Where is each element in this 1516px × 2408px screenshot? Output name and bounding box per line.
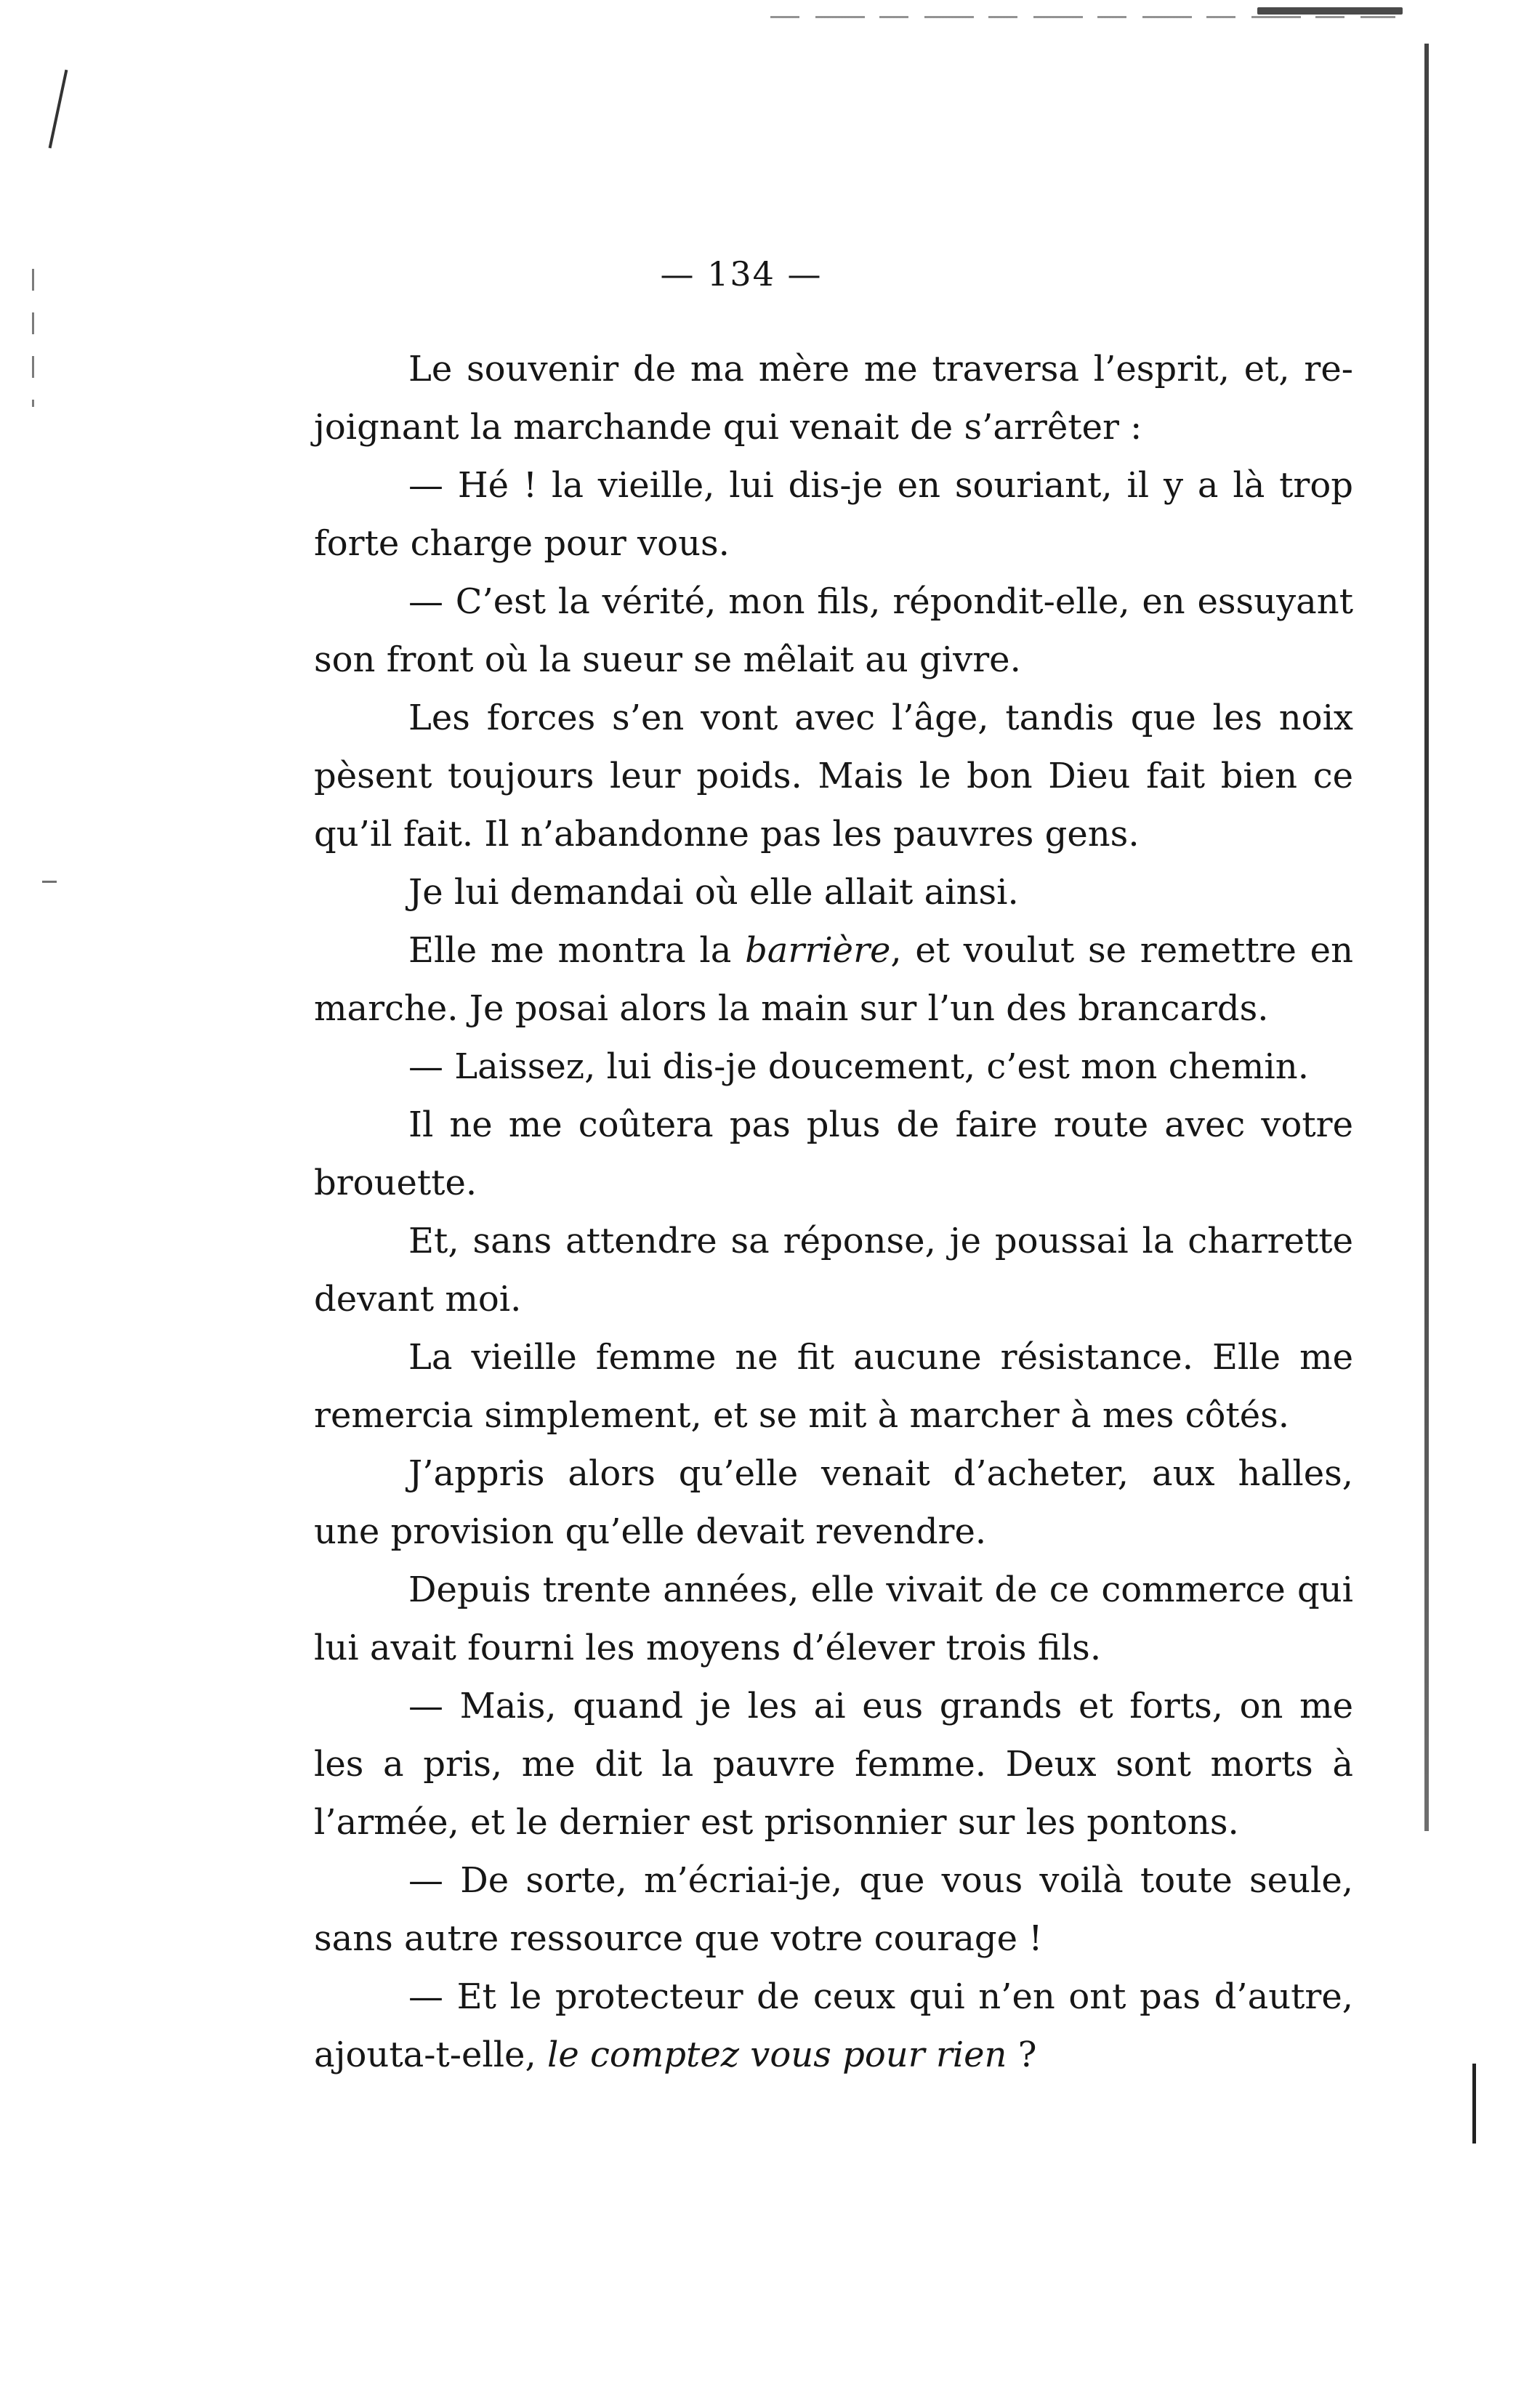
paragraph: — Mais, quand je les ai eus grands et forts, on me les a pris, me dit la pauvre femme. Deux sont morts à l’armée, et le dernier est prisonnier sur les pontons. [314, 1686, 1353, 1843]
body-text [314, 340, 1353, 2084]
paragraph: — C’est la vérité, mon fils, répondit-elle, en essuyant son front où la sueur se mêlait au givre. [314, 581, 1353, 680]
italic-phrase: le comptez vous pour rien [547, 2035, 1007, 2075]
paragraph [314, 921, 1353, 1038]
paragraph: — Hé ! la vieille, lui dis-je en souriant, il y a là trop forte charge pour vous. [314, 465, 1353, 564]
paragraph: Il ne me coûtera pas plus de faire route avec votre brouette. [314, 1104, 1353, 1203]
paragraph: Les forces s’en vont avec l’âge, tandis que les noix pèsent toujours leur poids. Mais le bon Dieu fait bien ce qu’il fait. Il n’abandonne pas les pauvres gens. [314, 698, 1353, 854]
paragraph: J’appris alors qu’elle venait d’acheter, aux halles, une provision qu’elle devait revendre. [314, 1453, 1353, 1552]
page-number: — 134 — [660, 254, 823, 294]
paragraph: Et, sans attendre sa réponse, je poussai la charrette devant moi. [314, 1221, 1353, 1320]
paragraph-text: — Et le protecteur de ceux qui n’en ont pas d’autre, ajouta-t-elle, [314, 1976, 1353, 2075]
paragraph: — De sorte, m’écriai-je, que vous voilà toute seule, sans autre ressource que votre courage ! [314, 1860, 1353, 1959]
paragraph-text: ? [1007, 2035, 1037, 2075]
paragraph: Le souvenir de ma mère me traversa l’esprit, et, re- joignant la marchande qui venait de s’arrêter : [314, 349, 1353, 448]
paragraph: Depuis trente années, elle vivait de ce commerce qui lui avait fourni les moyens d’élever trois fils. [314, 1569, 1353, 1668]
paragraph-text: , et voulut se remettre en marche. Je posai alors la main sur l’un des brancards. [314, 930, 1353, 1029]
scan-artifact-left-dash [42, 881, 57, 883]
paragraph: La vieille femme ne fit aucune résistance. Elle me remercia simplement, et se mit à marcher à mes côtés. [314, 1337, 1353, 1436]
scan-artifact-left-ticks [32, 269, 34, 407]
scan-artifact-right-edge [1424, 44, 1429, 1831]
scan-artifact-top-rule [770, 16, 1395, 18]
paragraph [314, 1968, 1353, 2084]
scan-artifact-top-mark [1257, 7, 1403, 15]
scan-artifact-right-edge-lower [1472, 2064, 1476, 2144]
italic-word: barrière [745, 930, 891, 971]
paragraph-text: Elle me montra la [408, 930, 746, 971]
paragraph: — Laissez, lui dis-je doucement, c’est mon chemin. [408, 1046, 1309, 1087]
paragraph: Je lui demandai où elle allait ainsi. [408, 872, 1019, 913]
scan-artifact-left-mark [49, 70, 68, 148]
